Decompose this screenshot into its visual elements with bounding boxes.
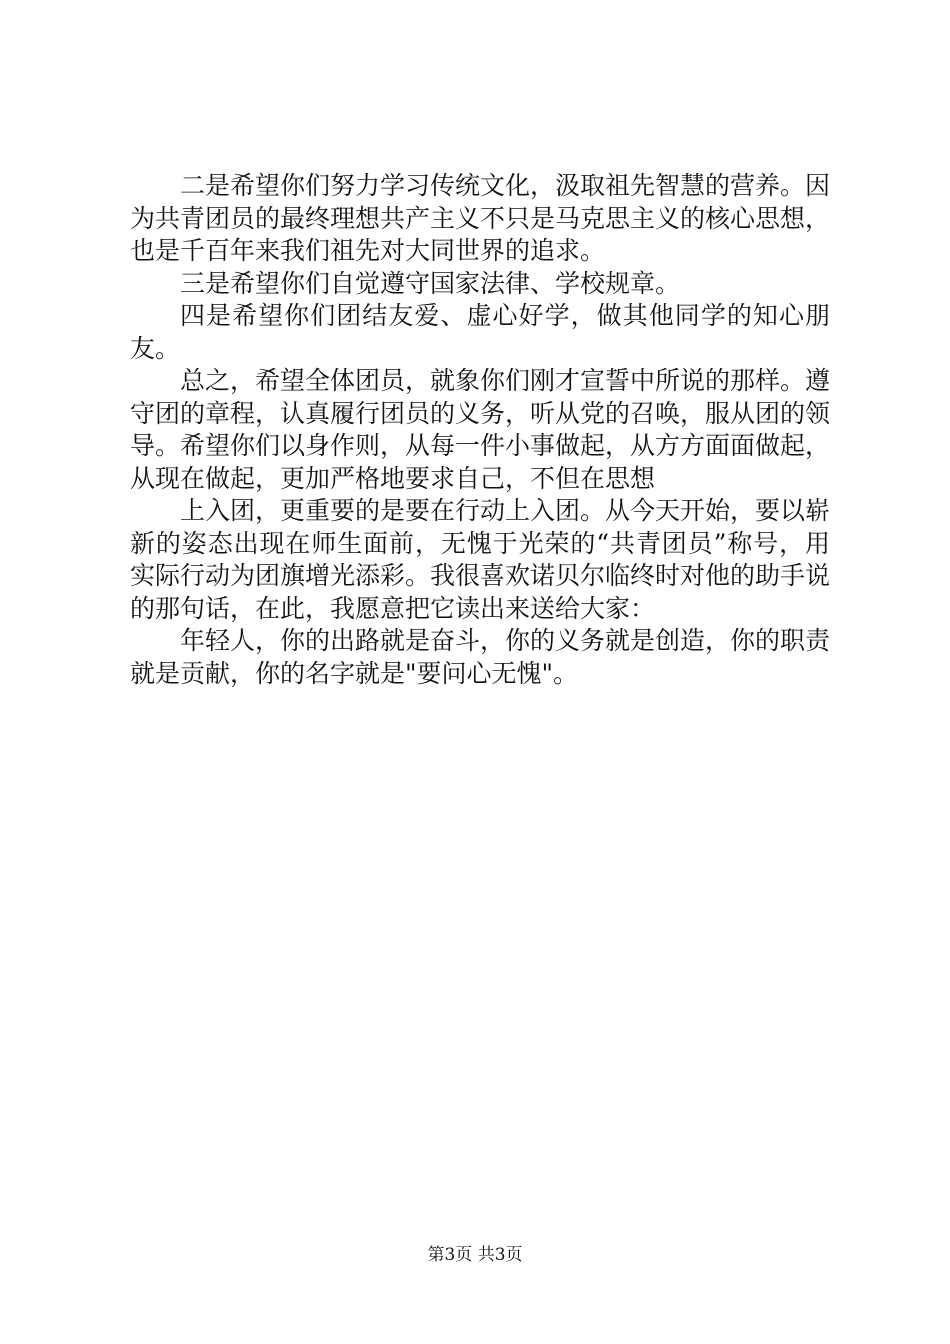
- paragraph: 上入团，更重要的是要在行动上入团。从今天开始，要以崭新的姿态出现在师生面前，无愧于光荣的“共青团员”称号，用实际行动为团旗增光添彩。我很喜欢诺贝尔临终时对他的助手说的那句话，在此，我愿意把它读出来送给大家：: [130, 496, 831, 623]
- paragraph: 三是希望你们自觉遵守国家法律、学校规章。: [180, 268, 681, 298]
- document-body: [130, 170, 830, 690]
- paragraph: 四是希望你们团结友爱、虚心好学，做其他同学的知心朋友。: [130, 301, 830, 363]
- page-number-footer: 第3页 共3页: [427, 1245, 523, 1265]
- paragraph: 总之，希望全体团员，就象你们刚才宣誓中所说的那样。遵守团的章程，认真履行团员的义务，听从党的召唤，服从团的领导。希望你们以身作则，从每一件小事做起，从方方面面做起，从现在做起，更加严格地要求自己，不但在思想: [130, 366, 831, 493]
- paragraph: 年轻人，你的出路就是奋斗，你的义务就是创造，你的职责就是贡献，你的名字就是"要问心无愧"。: [130, 626, 831, 688]
- paragraph: 二是希望你们努力学习传统文化，汲取祖先智慧的营养。因为共青团员的最终理想共产主义不只是马克思主义的核心思想，也是千百年来我们祖先对大同世界的追求。: [130, 171, 831, 265]
